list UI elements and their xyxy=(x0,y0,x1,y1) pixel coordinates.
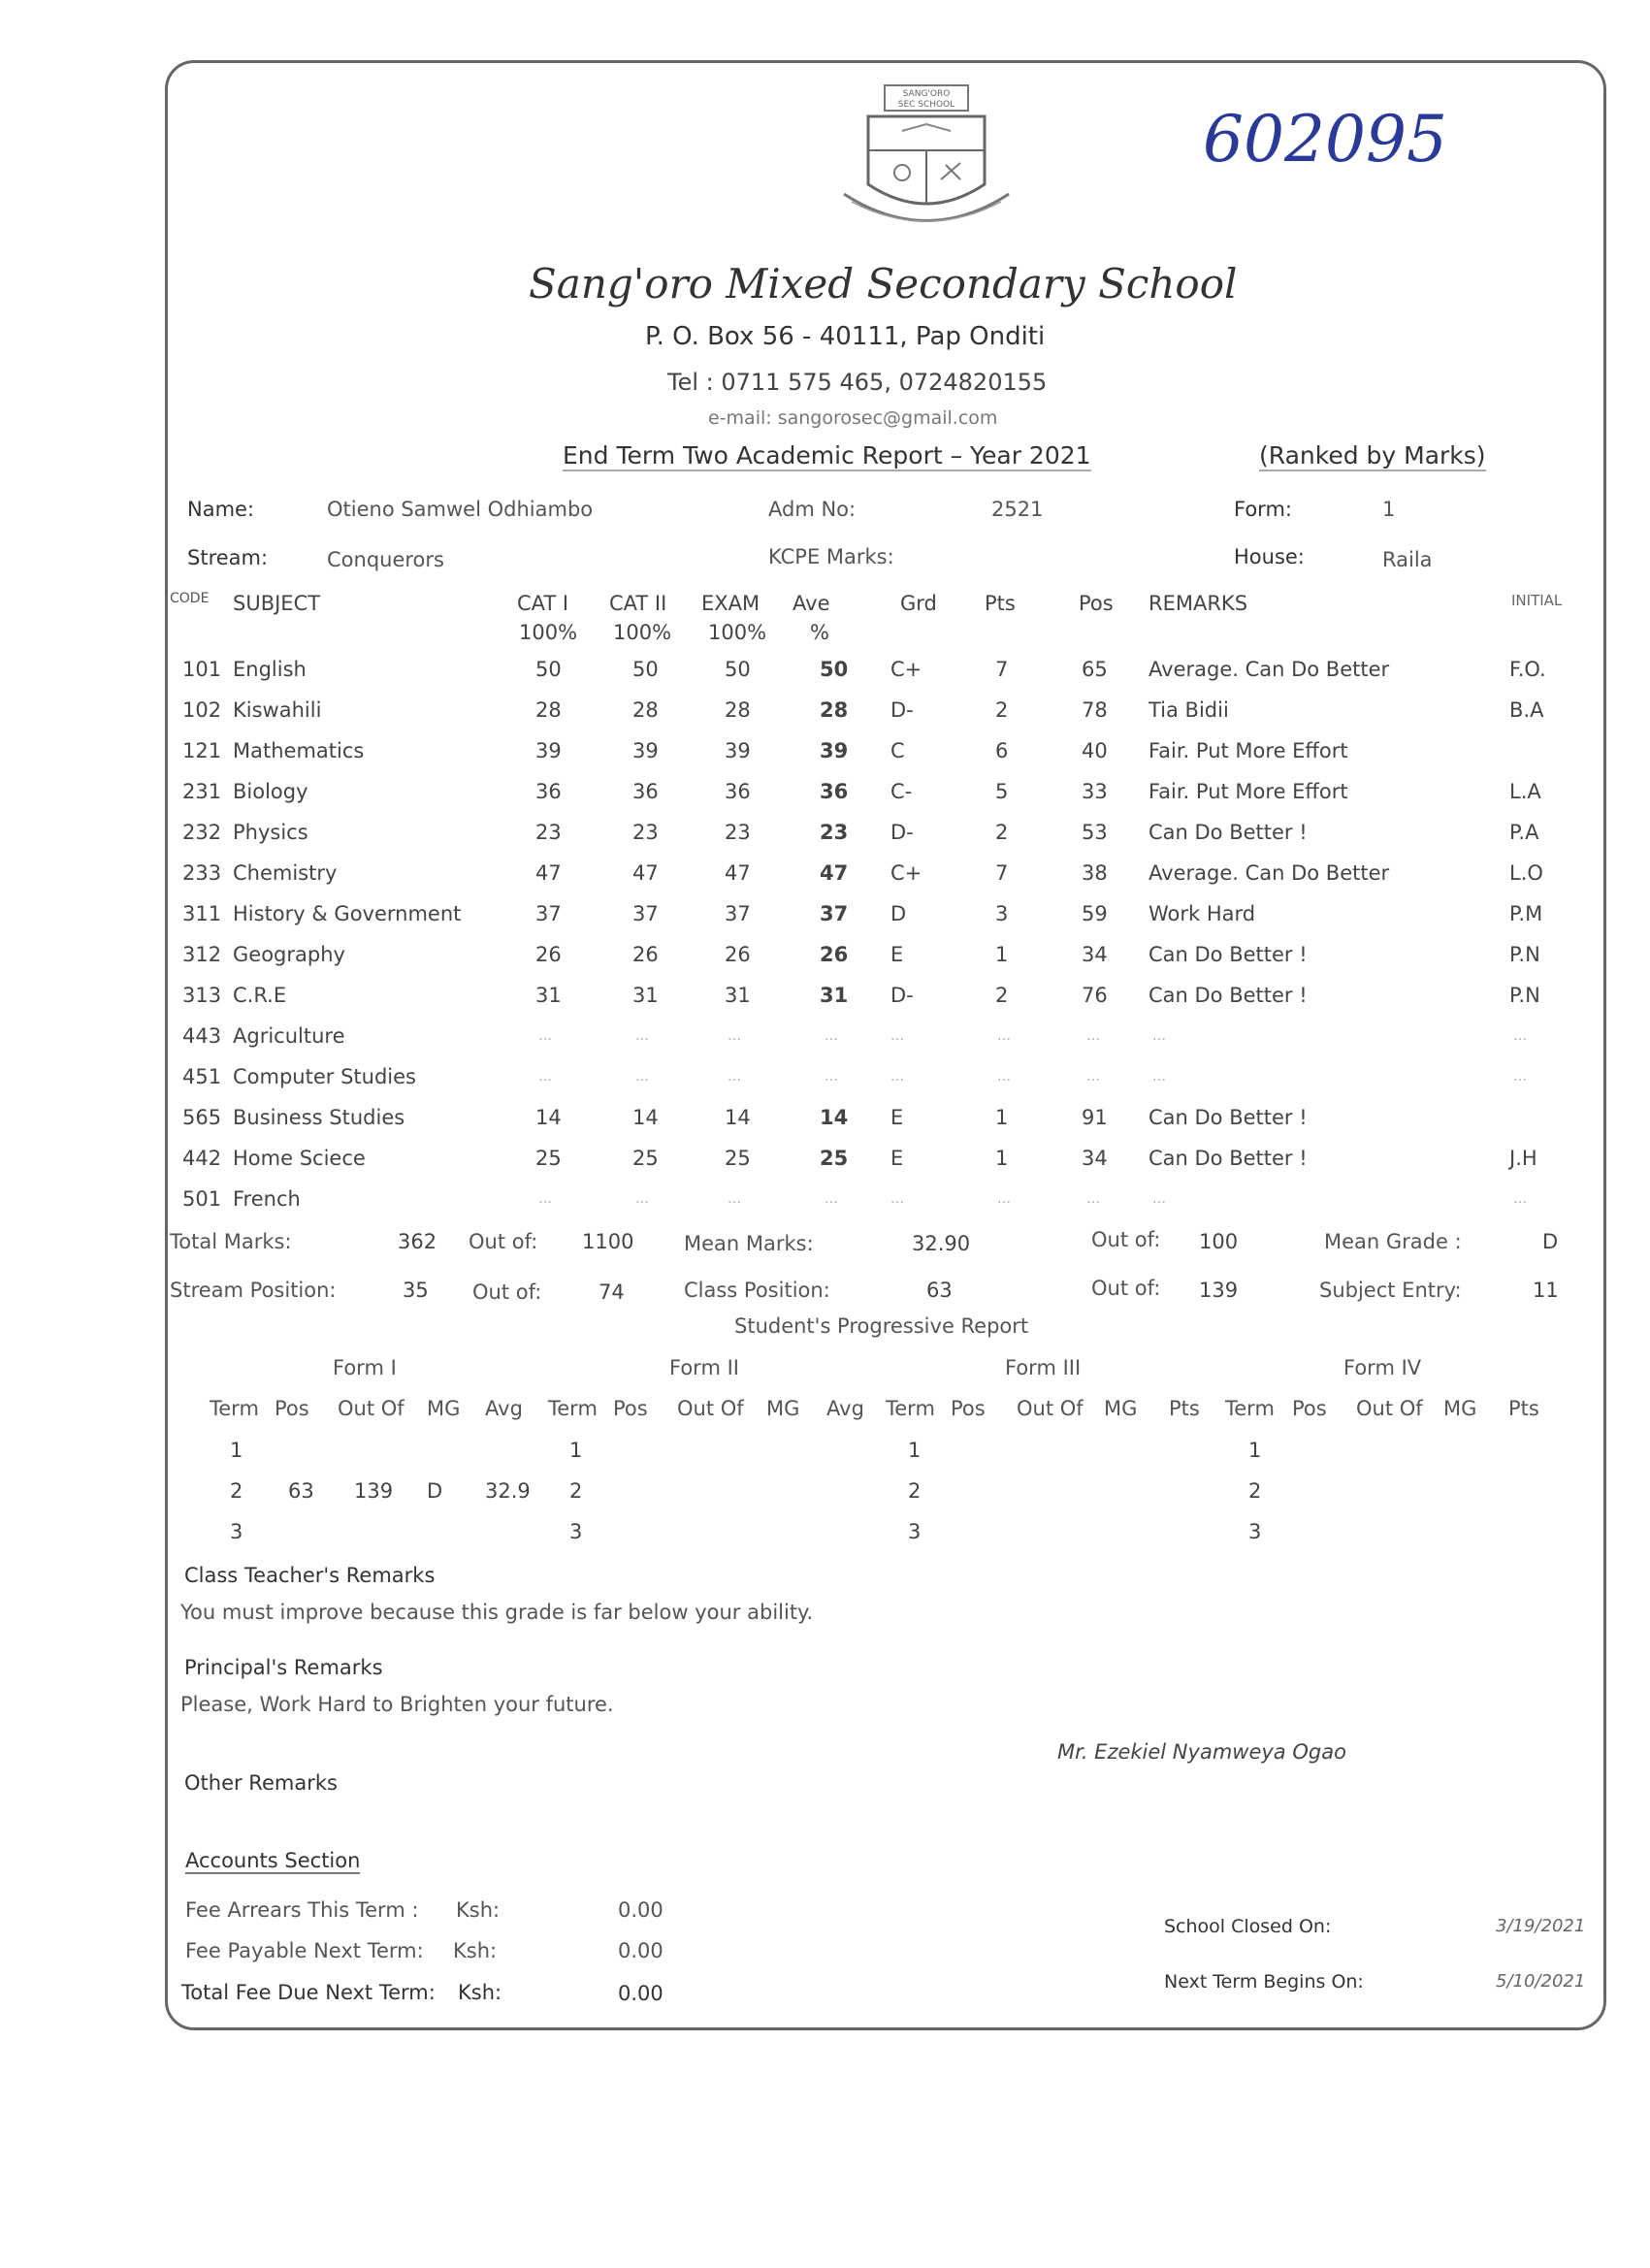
subject-pos: 76 xyxy=(1082,984,1108,1007)
subject-name: Home Sciece xyxy=(233,1147,366,1170)
mean-grade-label: Mean Grade : xyxy=(1324,1230,1462,1253)
name-label: Name: xyxy=(187,498,255,521)
subject-cat1: 50 xyxy=(535,658,562,681)
subject-code: 101 xyxy=(182,658,222,681)
subject-ave: 47 xyxy=(820,861,849,885)
subject-initial: L.A xyxy=(1509,780,1541,803)
p1-term: 2 xyxy=(230,1479,243,1503)
p3-term: 3 xyxy=(908,1520,922,1543)
p-outof-header: Out Of xyxy=(338,1397,404,1420)
class-position-label: Class Position: xyxy=(684,1279,830,1302)
p-pos-header: Pos xyxy=(951,1397,986,1420)
subject-name: Chemistry xyxy=(233,861,338,885)
p-avg-header: Avg xyxy=(826,1397,864,1420)
subject-grd: C+ xyxy=(890,861,922,885)
form-1-heading: Form I xyxy=(333,1356,397,1379)
header-pts: Pts xyxy=(985,592,1016,615)
subject-exam: 39 xyxy=(725,739,751,762)
p2-term: 1 xyxy=(569,1439,583,1462)
subject-cat2: 39 xyxy=(632,739,659,762)
empty-marker: … xyxy=(1086,1028,1100,1044)
subject-cat1: 36 xyxy=(535,780,562,803)
subject-initial: L.O xyxy=(1509,861,1543,885)
subject-exam: 47 xyxy=(725,861,751,885)
stream-position-label: Stream Position: xyxy=(170,1279,337,1302)
subject-exam: 50 xyxy=(725,658,751,681)
p-pos-header: Pos xyxy=(1292,1397,1327,1420)
subject-name: Biology xyxy=(233,780,308,803)
school-address: P. O. Box 56 - 40111, Pap Onditi xyxy=(645,322,1046,351)
subject-grd: E xyxy=(890,1147,904,1170)
subject-ave: 50 xyxy=(820,658,849,681)
subject-exam: 25 xyxy=(725,1147,751,1170)
empty-marker: … xyxy=(1513,1191,1527,1207)
subject-exam: 37 xyxy=(725,902,751,925)
subject-name: Physics xyxy=(233,821,308,844)
subject-pts: 6 xyxy=(995,739,1009,762)
subject-pos: 40 xyxy=(1082,739,1108,762)
subject-pts: 3 xyxy=(995,902,1009,925)
subject-exam: 23 xyxy=(725,821,751,844)
empty-marker: … xyxy=(825,1191,838,1207)
subject-cat1: 26 xyxy=(535,943,562,966)
subject-pos: 33 xyxy=(1082,780,1108,803)
header-cat2: CAT II xyxy=(609,592,667,615)
total-fee-ksh: Ksh: xyxy=(458,1981,502,2004)
subject-code: 451 xyxy=(182,1065,222,1088)
subject-name: Agriculture xyxy=(233,1024,345,1048)
class-outof: 139 xyxy=(1199,1279,1239,1302)
subject-pts: 2 xyxy=(995,698,1009,722)
p1-term2-outof: 139 xyxy=(354,1479,394,1503)
total-marks: 362 xyxy=(398,1230,437,1253)
subject-cat1: 25 xyxy=(535,1147,562,1170)
empty-marker: … xyxy=(635,1191,649,1207)
subject-remarks: Can Do Better ! xyxy=(1149,1106,1308,1129)
subject-ave: 23 xyxy=(820,821,849,844)
p1-term: 3 xyxy=(230,1520,243,1543)
header-code: CODE xyxy=(170,591,210,606)
p-mg-header: MG xyxy=(427,1397,461,1420)
subject-grd: C+ xyxy=(890,658,922,681)
empty-marker: … xyxy=(997,1191,1011,1207)
subject-code: 311 xyxy=(182,902,222,925)
subject-ave: 28 xyxy=(820,698,849,722)
subject-code: 501 xyxy=(182,1187,222,1211)
p-mg-header: MG xyxy=(1104,1397,1138,1420)
subject-cat2: 28 xyxy=(632,698,659,722)
mean-outof: 100 xyxy=(1199,1230,1239,1253)
subject-cat2: 31 xyxy=(632,984,659,1007)
school-closed-date: 3/19/2021 xyxy=(1496,1916,1586,1936)
subject-ave: 37 xyxy=(820,902,849,925)
header-cat1: CAT I xyxy=(517,592,569,615)
subject-cat1: 47 xyxy=(535,861,562,885)
p1-term2-avg: 32.9 xyxy=(485,1479,531,1503)
principal-remarks: Please, Work Hard to Brighten your future. xyxy=(180,1693,614,1716)
subject-grd: D xyxy=(890,902,907,925)
header-subject: SUBJECT xyxy=(233,592,321,615)
stream-outof-label: Out of: xyxy=(472,1280,542,1304)
subject-ave: 31 xyxy=(820,984,849,1007)
p-term-header: Term xyxy=(210,1397,259,1420)
class-teacher-remarks-label: Class Teacher's Remarks xyxy=(184,1564,436,1587)
subject-code: 313 xyxy=(182,984,222,1007)
empty-marker: … xyxy=(1152,1069,1166,1085)
progress-title: Student's Progressive Report xyxy=(734,1314,1029,1338)
subject-pos: 78 xyxy=(1082,698,1108,722)
next-term-date: 5/10/2021 xyxy=(1496,1971,1586,1992)
house-label: House: xyxy=(1234,545,1305,568)
empty-marker: … xyxy=(1513,1069,1527,1085)
stream-value: Conquerors xyxy=(327,548,444,571)
empty-marker: … xyxy=(728,1028,741,1044)
form-3-heading: Form III xyxy=(1005,1356,1082,1379)
form-4-heading: Form IV xyxy=(1343,1356,1422,1379)
subject-remarks: Fair. Put More Effort xyxy=(1149,780,1348,803)
principal-name: Mr. Ezekiel Nyamweya Ogao xyxy=(1057,1740,1346,1764)
p-avg-header: Avg xyxy=(485,1397,523,1420)
p4-term: 2 xyxy=(1248,1479,1262,1503)
handwritten-number: 602095 xyxy=(1203,102,1447,177)
subject-exam: 14 xyxy=(725,1106,751,1129)
subject-remarks: Work Hard xyxy=(1149,902,1256,925)
class-outof-label: Out of: xyxy=(1091,1277,1161,1300)
subject-cat2: 26 xyxy=(632,943,659,966)
empty-marker: … xyxy=(1086,1191,1100,1207)
total-fee: 0.00 xyxy=(618,1982,663,2005)
school-name: Sang'oro Mixed Secondary School xyxy=(529,260,1238,308)
empty-marker: … xyxy=(728,1069,741,1085)
p3-term: 2 xyxy=(908,1479,922,1503)
subject-remarks: Average. Can Do Better xyxy=(1149,658,1390,681)
stream-label: Stream: xyxy=(187,546,269,569)
subject-cat1: 31 xyxy=(535,984,562,1007)
subject-pts: 1 xyxy=(995,943,1009,966)
subject-initial: J.H xyxy=(1509,1147,1537,1170)
p-outof-header: Out Of xyxy=(1356,1397,1423,1420)
subject-cat1: 39 xyxy=(535,739,562,762)
mean-grade: D xyxy=(1542,1230,1559,1253)
empty-marker: … xyxy=(890,1028,904,1044)
subject-name: C.R.E xyxy=(233,984,287,1007)
fee-payable-label: Fee Payable Next Term: xyxy=(185,1939,424,1962)
p-mg-header: MG xyxy=(1443,1397,1477,1420)
p-outof-header: Out Of xyxy=(677,1397,744,1420)
subject-remarks: Can Do Better ! xyxy=(1149,821,1308,844)
header-exam-sub: 100% xyxy=(708,621,767,644)
fee-arrears-ksh: Ksh: xyxy=(456,1898,501,1922)
subject-cat2: 14 xyxy=(632,1106,659,1129)
subject-code: 231 xyxy=(182,780,222,803)
subject-code: 102 xyxy=(182,698,222,722)
subject-cat1: 37 xyxy=(535,902,562,925)
subject-exam: 31 xyxy=(725,984,751,1007)
subject-code: 312 xyxy=(182,943,222,966)
school-tel: Tel : 0711 575 465, 0724820155 xyxy=(667,369,1048,396)
subject-cat1: 14 xyxy=(535,1106,562,1129)
p2-term: 3 xyxy=(569,1520,583,1543)
subject-pos: 65 xyxy=(1082,658,1108,681)
empty-marker: … xyxy=(1152,1028,1166,1044)
empty-marker: … xyxy=(825,1028,838,1044)
subject-name: Computer Studies xyxy=(233,1065,416,1088)
form-value: 1 xyxy=(1382,498,1396,521)
subject-grd: C xyxy=(890,739,905,762)
school-crest-icon xyxy=(825,78,1028,243)
subject-pos: 59 xyxy=(1082,902,1108,925)
school-closed-label: School Closed On: xyxy=(1164,1916,1332,1937)
student-name: Otieno Samwel Odhiambo xyxy=(327,498,594,521)
adm-label: Adm No: xyxy=(768,498,857,521)
fee-payable-ksh: Ksh: xyxy=(453,1939,498,1962)
p-term-header: Term xyxy=(548,1397,598,1420)
header-exam: EXAM xyxy=(701,592,760,615)
subject-remarks: Can Do Better ! xyxy=(1149,943,1308,966)
subject-name: Business Studies xyxy=(233,1106,405,1129)
subject-ave: 14 xyxy=(820,1106,849,1129)
p-mg-header: MG xyxy=(766,1397,800,1420)
total-outof-label: Out of: xyxy=(469,1230,538,1253)
empty-marker: … xyxy=(635,1028,649,1044)
empty-marker: … xyxy=(1152,1191,1166,1207)
subject-grd: E xyxy=(890,943,904,966)
p1-term2-mg: D xyxy=(427,1479,443,1503)
subject-pos: 34 xyxy=(1082,1147,1108,1170)
subject-code: 121 xyxy=(182,739,222,762)
subject-name: English xyxy=(233,658,307,681)
header-grd: Grd xyxy=(900,592,937,615)
subject-exam: 26 xyxy=(725,943,751,966)
p-outof-header: Out Of xyxy=(1017,1397,1084,1420)
p-pos-header: Pos xyxy=(613,1397,648,1420)
subject-initial: B.A xyxy=(1509,698,1544,722)
mean-marks-label: Mean Marks: xyxy=(684,1232,814,1255)
house-value: Raila xyxy=(1382,548,1433,571)
fee-arrears: 0.00 xyxy=(618,1898,663,1922)
empty-marker: … xyxy=(538,1069,552,1085)
subject-pts: 2 xyxy=(995,821,1009,844)
subject-ave: 39 xyxy=(820,739,849,762)
accounts-section-title: Accounts Section xyxy=(185,1849,361,1872)
header-cat2-sub: 100% xyxy=(613,621,672,644)
form-2-heading: Form II xyxy=(669,1356,739,1379)
subject-pts: 5 xyxy=(995,780,1009,803)
subject-ave: 36 xyxy=(820,780,849,803)
header-initial: INITIAL xyxy=(1511,592,1563,609)
subject-code: 565 xyxy=(182,1106,222,1129)
subject-initial: P.N xyxy=(1509,984,1540,1007)
p-term-header: Term xyxy=(886,1397,935,1420)
ranking-note: (Ranked by Marks) xyxy=(1259,441,1486,470)
subject-pos: 91 xyxy=(1082,1106,1108,1129)
subject-initial: P.N xyxy=(1509,943,1540,966)
subject-ave: 25 xyxy=(820,1147,849,1170)
mean-marks: 32.90 xyxy=(912,1232,971,1255)
total-fee-label: Total Fee Due Next Term: xyxy=(181,1981,436,2004)
report-title: End Term Two Academic Report – Year 2021 xyxy=(563,441,1091,470)
subject-grd: D- xyxy=(890,821,914,844)
subject-remarks: Fair. Put More Effort xyxy=(1149,739,1348,762)
subject-ave: 26 xyxy=(820,943,849,966)
subject-entry: 11 xyxy=(1533,1279,1559,1302)
adm-number: 2521 xyxy=(991,498,1044,521)
subject-pos: 34 xyxy=(1082,943,1108,966)
school-email: e-mail: sangorosec@gmail.com xyxy=(708,407,998,429)
total-outof: 1100 xyxy=(582,1230,634,1253)
subject-pos: 38 xyxy=(1082,861,1108,885)
class-teacher-remarks: You must improve because this grade is far below your ability. xyxy=(180,1601,814,1624)
subject-initial: P.M xyxy=(1509,902,1543,925)
subject-initial: P.A xyxy=(1509,821,1539,844)
crest-text-1: SANG'ORO xyxy=(902,89,951,99)
report-border xyxy=(165,60,1606,2030)
empty-marker: … xyxy=(890,1191,904,1207)
subject-name: French xyxy=(233,1187,301,1211)
subject-exam: 36 xyxy=(725,780,751,803)
p1-term: 1 xyxy=(230,1439,243,1462)
empty-marker: … xyxy=(890,1069,904,1085)
other-remarks-label: Other Remarks xyxy=(184,1771,338,1795)
class-position: 63 xyxy=(926,1279,953,1302)
subject-name: History & Government xyxy=(233,902,462,925)
p-pts-header: Pts xyxy=(1508,1397,1539,1420)
subject-cat1: 28 xyxy=(535,698,562,722)
header-pos: Pos xyxy=(1079,592,1114,615)
empty-marker: … xyxy=(538,1028,552,1044)
p-pts-header: Pts xyxy=(1169,1397,1200,1420)
subject-code: 442 xyxy=(182,1147,222,1170)
subject-cat2: 36 xyxy=(632,780,659,803)
subject-exam: 28 xyxy=(725,698,751,722)
subject-grd: E xyxy=(890,1106,904,1129)
form-label: Form: xyxy=(1234,498,1292,521)
fee-payable: 0.00 xyxy=(618,1939,663,1962)
p4-term: 3 xyxy=(1248,1520,1262,1543)
subject-code: 443 xyxy=(182,1024,222,1048)
subject-remarks: Can Do Better ! xyxy=(1149,1147,1308,1170)
stream-position: 35 xyxy=(403,1279,429,1302)
subject-pts: 7 xyxy=(995,861,1009,885)
subject-name: Mathematics xyxy=(233,739,365,762)
principal-remarks-label: Principal's Remarks xyxy=(184,1656,383,1679)
empty-marker: … xyxy=(538,1191,552,1207)
total-marks-label: Total Marks: xyxy=(170,1230,292,1253)
empty-marker: … xyxy=(1513,1028,1527,1044)
subject-remarks: Average. Can Do Better xyxy=(1149,861,1390,885)
header-ave-sub: % xyxy=(810,621,829,644)
header-cat1-sub: 100% xyxy=(519,621,578,644)
subject-grd: D- xyxy=(890,984,914,1007)
subject-initial: F.O. xyxy=(1509,658,1546,681)
p-term-header: Term xyxy=(1225,1397,1275,1420)
subject-cat2: 37 xyxy=(632,902,659,925)
fee-arrears-label: Fee Arrears This Term : xyxy=(185,1898,419,1922)
subject-pos: 53 xyxy=(1082,821,1108,844)
subject-cat2: 50 xyxy=(632,658,659,681)
subject-remarks: Tia Bidii xyxy=(1149,698,1229,722)
subject-cat2: 23 xyxy=(632,821,659,844)
subject-pts: 1 xyxy=(995,1147,1009,1170)
subject-cat1: 23 xyxy=(535,821,562,844)
empty-marker: … xyxy=(825,1069,838,1085)
subject-entry-label: Subject Entry: xyxy=(1319,1279,1462,1302)
p-pos-header: Pos xyxy=(275,1397,309,1420)
header-ave: Ave xyxy=(793,592,830,615)
stream-outof: 74 xyxy=(599,1280,625,1304)
p4-term: 1 xyxy=(1248,1439,1262,1462)
p3-term: 1 xyxy=(908,1439,922,1462)
header-remarks: REMARKS xyxy=(1149,592,1248,615)
subject-pts: 1 xyxy=(995,1106,1009,1129)
empty-marker: … xyxy=(1086,1069,1100,1085)
subject-pts: 7 xyxy=(995,658,1009,681)
empty-marker: … xyxy=(728,1191,741,1207)
next-term-label: Next Term Begins On: xyxy=(1164,1971,1364,1993)
subject-grd: C- xyxy=(890,780,913,803)
subject-code: 232 xyxy=(182,821,222,844)
subject-grd: D- xyxy=(890,698,914,722)
subject-cat2: 47 xyxy=(632,861,659,885)
subject-name: Geography xyxy=(233,943,345,966)
empty-marker: … xyxy=(997,1028,1011,1044)
subject-pts: 2 xyxy=(995,984,1009,1007)
subject-name: Kiswahili xyxy=(233,698,322,722)
kcpe-label: KCPE Marks: xyxy=(768,545,894,568)
p1-term2-pos: 63 xyxy=(288,1479,314,1503)
subject-code: 233 xyxy=(182,861,222,885)
empty-marker: … xyxy=(997,1069,1011,1085)
subject-cat2: 25 xyxy=(632,1147,659,1170)
subject-remarks: Can Do Better ! xyxy=(1149,984,1308,1007)
p2-term: 2 xyxy=(569,1479,583,1503)
mean-outof-label: Out of: xyxy=(1091,1228,1161,1251)
crest-text-2: SEC SCHOOL xyxy=(897,100,955,110)
empty-marker: … xyxy=(635,1069,649,1085)
